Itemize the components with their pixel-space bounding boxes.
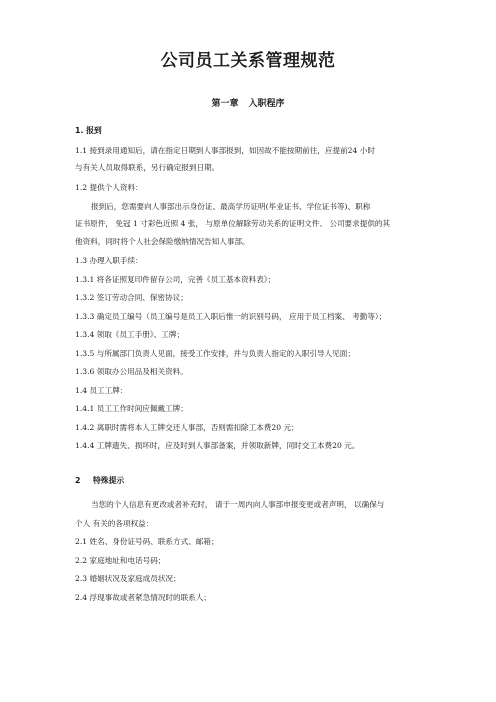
list-item: 2.4 浮现事故或者紧急情况时的联系人； (75, 593, 211, 602)
list-item: 1.4.4 工牌遗失、损坏时，应及时到人事部备案，并领取新牌，同时交工本费20 元。 (75, 441, 360, 450)
chapter-heading (0, 96, 496, 109)
section-heading-special-notice (75, 476, 435, 486)
list-item: 1.3.4 领取《员工手册》、工牌； (75, 330, 185, 339)
list-item: 1.4.1 员工工作时间应佩戴工牌； (75, 404, 188, 413)
list-item: 2.1 姓名、身份证号码、联系方式、邮箱； (75, 537, 219, 546)
list-item: 1.3.6 领取办公用品及相关资料。 (75, 367, 188, 376)
section-heading-report: 1. 报到 (75, 126, 102, 135)
section-title: 特殊提示 (93, 476, 125, 485)
list-item: 1.4.2 离职时需将本人工牌交还人事部，否则需扣除工本费20 元； (75, 423, 299, 432)
chapter-name: 入职程序 (248, 99, 285, 109)
paragraph-line: 他资料，同时将个人社会保险缴纳情况告知人事部。 (75, 237, 250, 246)
list-item: 1.3.1 将各证照复印件留存公司，完善《员工基本资料表》； (75, 275, 276, 284)
list-item: 2.3 婚姻状况及家庭成员状况； (75, 574, 181, 583)
list-item: 2.2 家庭地址和电话号码； (75, 556, 166, 565)
paragraph-line: 个人 有关的各项权益： (75, 519, 154, 528)
subsection-heading: 1.2 提供个人资料： (75, 183, 143, 192)
subsection-heading: 1.4 员工工牌： (75, 386, 128, 395)
section-number: 2 (75, 476, 81, 485)
list-item: 1.3.2 签订劳动合同、保密协议； (75, 293, 188, 302)
paragraph-line: 证书原件， 免冠 1 寸彩色近照 4 张， 与原单位解除劳动关系的证明文件、 公司要求提供的其 (75, 219, 391, 228)
list-item: 1.3.3 确定员工编号（员工编号是员工入职后惟一的识别号码， 应用于员工档案、 考勤等）； (75, 312, 387, 321)
document-title: 公司员工关系管理规范 (160, 51, 336, 71)
subsection-heading: 1.3 办理入职手续： (75, 256, 143, 265)
paragraph-line: 当您的个人信息有更改或者补充时， 请于一周内向人事部申报变更或者声明， 以确保与 (91, 500, 385, 509)
paragraph-line: 与有关人员取得联系，另行确定报到日期。 (75, 163, 220, 172)
paragraph-line: 1.1 接到录用通知后，请在指定日期到人事部报到，如因故不能按期前往，应提前24 小时 (75, 146, 375, 155)
paragraph-line: 报到后，您需要向人事部出示身份证、最高学历证明(毕业证书、学位证书等)、职称 (91, 202, 371, 211)
list-item: 1.3.5 与所属部门负责人见面，接受工作安排，并与负责人指定的入职引导人见面； (75, 349, 355, 358)
chapter-number: 第一章 (211, 99, 239, 109)
